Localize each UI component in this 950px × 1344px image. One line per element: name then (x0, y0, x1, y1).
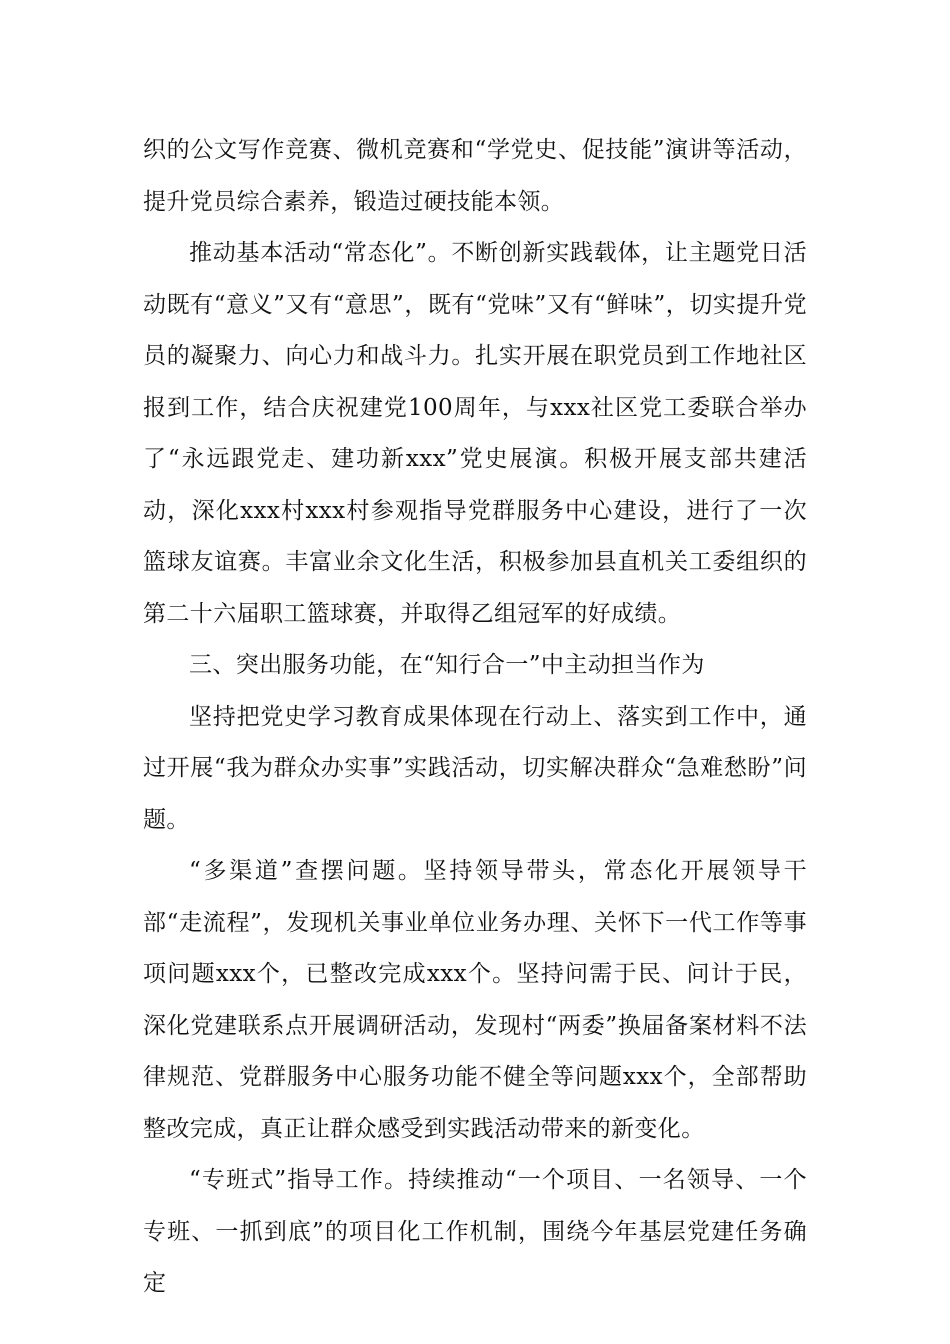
document-body (143, 125, 807, 1310)
paragraph-multi-channel: “多渠道”查摆问题。坚持领导带头，常态化开展领导干部“走流程”，发现机关事业单位业务办理、关怀下一代工作等事项问题xxx个，已整改完成xxx个。坚持问需于民、问计于民，深化党建联系点开展调研活动，发现村“两委”换届备案材料不法律规范、党群服务中心服务功能不健全等问题xxx个，全部帮助整改完成，真正让群众感受到实践活动带来的新变化。 (143, 858, 807, 1142)
paragraph-basic-activities: 推动基本活动“常态化”。不断创新实践载体，让主题党日活动既有“意义”又有“意思”，既有“党味”又有“鲜味”，切实提升党员的凝聚力、向心力和战斗力。扎实开展在职党员到工作地社区报到工作，结合庆祝建党100周年，与xxx社区党工委联合举办了“永远跟党走、建功新xxx”党史展演。积极开展支部共建活动，深化xxx村xxx村参观指导党群服务中心建设，进行了一次篮球友谊赛。丰富业余文化生活，积极参加县直机关工委组织的第二十六届职工篮球赛，并取得乙组冠军的好成绩。 (143, 240, 807, 627)
paragraph-continuation: 织的公文写作竞赛、微机竞赛和“学党史、促技能”演讲等活动，提升党员综合素养，锻造过硬技能本领。 (143, 137, 807, 215)
paragraph-special-team: “专班式”指导工作。持续推动“一个项目、一名领导、一个专班、一抓到底”的项目化工作机制，围绕今年基层党建任务确定 (143, 1167, 807, 1296)
section-heading-3: 三、突出服务功能，在“知行合一”中主动担当作为 (189, 652, 705, 678)
paragraph-section-intro: 坚持把党史学习教育成果体现在行动上、落实到工作中，通过开展“我为群众办实事”实践活动，切实解决群众“急难愁盼”问题。 (143, 703, 807, 833)
